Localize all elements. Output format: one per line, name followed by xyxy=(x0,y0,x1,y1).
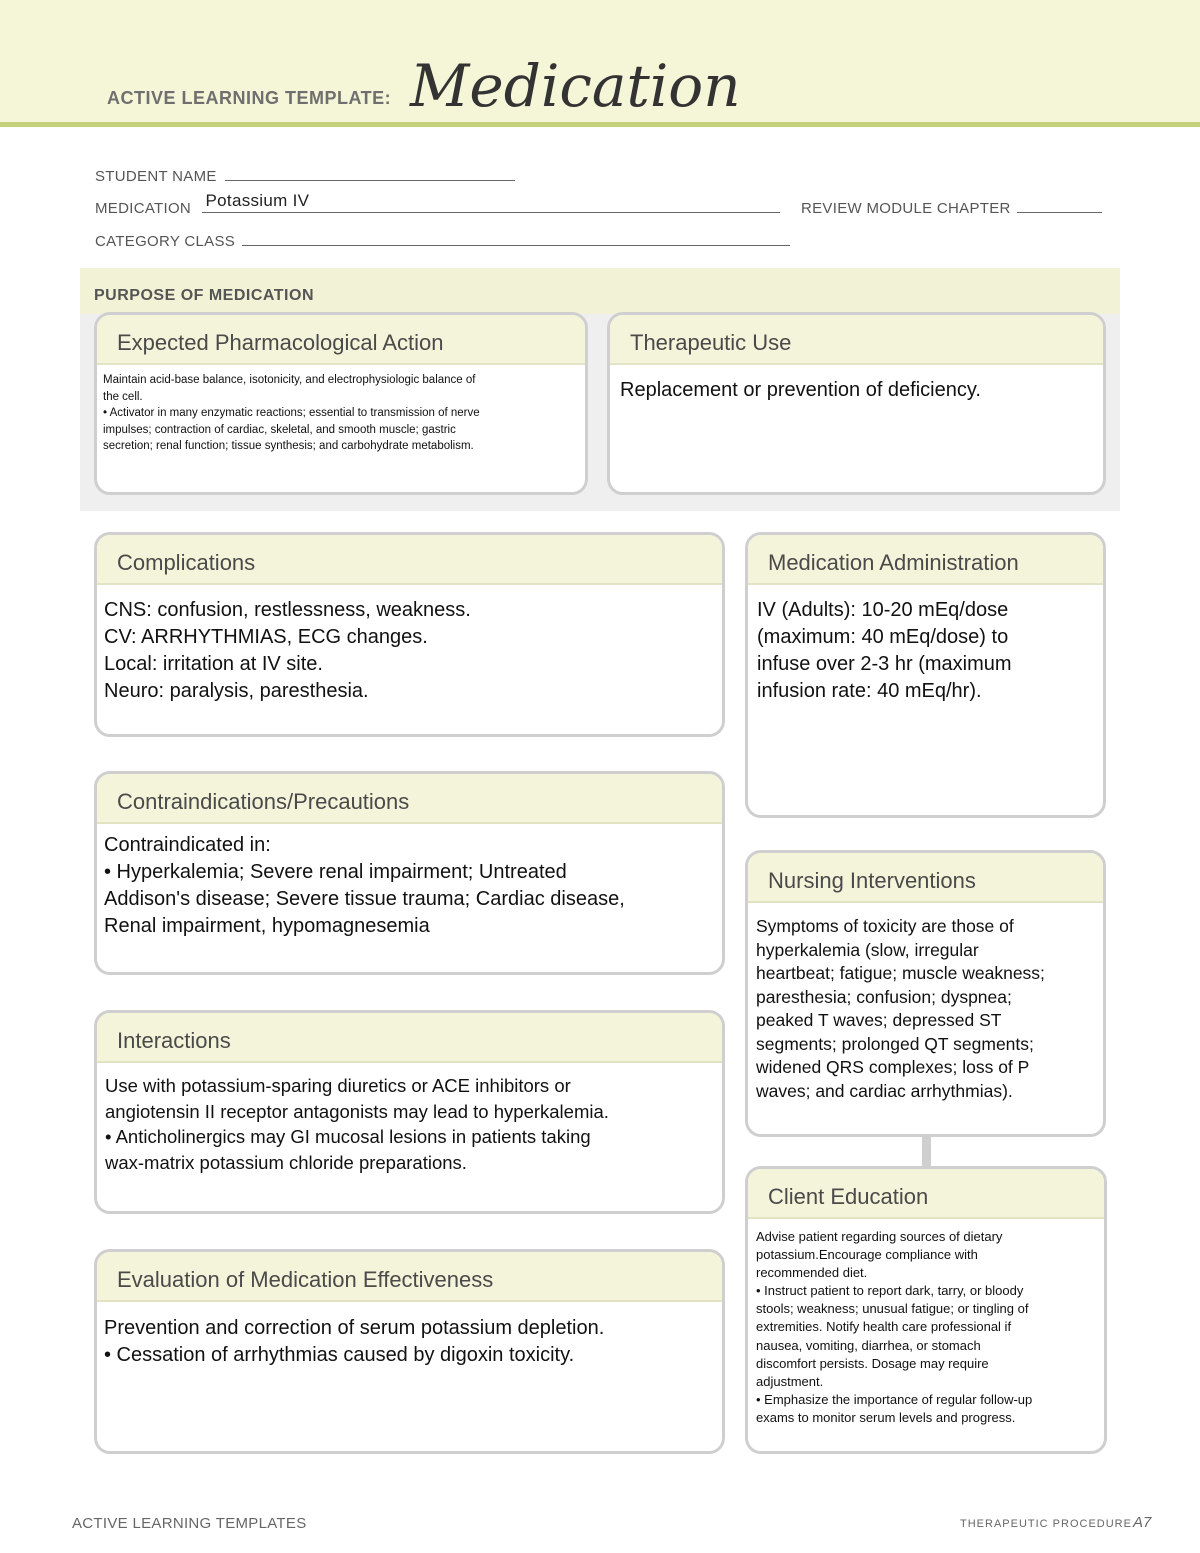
interactions-heading: Interactions xyxy=(97,1013,722,1063)
interactions-text: Use with potassium-sparing diuretics or ACE inhibitors or angiotensin II receptor antagonists may lead to hyperkalemia. • Anticholinergics may GI mucosal lesions in patients taking wax-matrix potassium chloride preparations. xyxy=(105,1075,609,1173)
student-name-line[interactable] xyxy=(225,166,515,181)
footer-left: ACTIVE LEARNING TEMPLATES xyxy=(72,1515,307,1532)
medication-administration-box xyxy=(745,532,1106,818)
medication-line[interactable] xyxy=(202,191,780,213)
medication-administration-text: IV (Adults): 10-20 mEq/dose (maximum: 40 mEq/dose) to infuse over 2-3 hr (maximum infusion rate: 40 mEq/hr). xyxy=(757,599,1012,702)
medication-administration-heading: Medication Administration xyxy=(748,535,1103,585)
medication-label: MEDICATION xyxy=(95,200,192,217)
client-education-heading: Client Education xyxy=(748,1169,1104,1219)
therapeutic-use-heading: Therapeutic Use xyxy=(610,315,1103,365)
student-name-label: STUDENT NAME xyxy=(95,168,217,185)
therapeutic-use-text: Replacement or prevention of deficiency. xyxy=(620,379,981,401)
expected-action-box xyxy=(94,312,588,495)
complications-heading: Complications xyxy=(97,535,722,585)
nursing-interventions-text: Symptoms of toxicity are those of hyperkalemia (slow, irregular heartbeat; fatigue; muscle weakness; paresthesia; confusion; dyspnea; peaked T waves; depressed ST segments; prolonged QT segments; widened QRS complexes; loss of P waves; and cardiac arrhythmias). xyxy=(756,916,1045,1101)
expected-action-heading: Expected Pharmacological Action xyxy=(97,315,585,365)
interactions-box xyxy=(94,1010,725,1214)
client-education-box xyxy=(745,1166,1107,1454)
template-label: ACTIVE LEARNING TEMPLATE: xyxy=(107,88,392,108)
contraindications-box xyxy=(94,771,725,975)
contraindications-text: Contraindicated in: • Hyperkalemia; Severe renal impairment; Untreated Addison's disease; Severe tissue trauma; Cardiac disease, Renal impairment, hypomagnesemia xyxy=(104,834,625,937)
expected-action-text: Maintain acid-base balance, isotonicity, and electrophysiologic balance of the cell. • Activator in many enzymatic reactions; essential to transmission of nerve impulses; contraction of cardiac, skeletal, and smooth muscle; gastric secretion; renal function; tissue synthesis; and carbohydrate metabolism. xyxy=(103,374,480,452)
category-class-field[interactable] xyxy=(95,231,790,250)
evaluation-box xyxy=(94,1249,725,1454)
nursing-interventions-heading: Nursing Interventions xyxy=(748,853,1103,903)
review-module-label: REVIEW MODULE CHAPTER xyxy=(801,200,1011,217)
purpose-title: PURPOSE OF MEDICATION xyxy=(94,287,314,304)
review-module-field[interactable] xyxy=(801,198,1102,217)
category-class-label: CATEGORY CLASS xyxy=(95,233,236,250)
category-class-line[interactable] xyxy=(242,231,790,246)
medication-field[interactable] xyxy=(95,191,780,217)
client-education-text: Advise patient regarding sources of dietary potassium.Encourage compliance with recommended diet. • Instruct patient to report dark, tarry, or bloody stools; weakness; unusual fatigue; or tingling of extremities. Notify health care professional if nausea, vomiting, diarrhea, or stomach discomfort persists. Dosage may require adjustment. • Emphasize the importance of regular follow-up exams to monitor serum levels and progress. xyxy=(756,1229,1033,1425)
page-title: Medication xyxy=(410,52,741,120)
student-name-field[interactable] xyxy=(95,166,515,185)
contraindications-heading: Contraindications/Precautions xyxy=(97,774,722,824)
medication-value: Potassium IV xyxy=(205,191,310,210)
evaluation-text: Prevention and correction of serum potassium depletion. • Cessation of arrhythmias caused by digoxin toxicity. xyxy=(104,1317,605,1366)
page-number: A7 xyxy=(1133,1514,1152,1531)
evaluation-heading: Evaluation of Medication Effectiveness xyxy=(97,1252,722,1302)
complications-box xyxy=(94,532,725,737)
complications-text: CNS: confusion, restlessness, weakness. CV: ARRHYTHMIAS, ECG changes. Local: irritation at IV site. Neuro: paralysis, paresthesia. xyxy=(104,599,471,702)
connector-line xyxy=(922,1135,931,1167)
therapeutic-use-box xyxy=(607,312,1106,495)
nursing-interventions-box xyxy=(745,850,1106,1137)
review-module-line[interactable] xyxy=(1017,198,1102,213)
footer-right: THERAPEUTIC PROCEDURE xyxy=(960,1518,1132,1530)
